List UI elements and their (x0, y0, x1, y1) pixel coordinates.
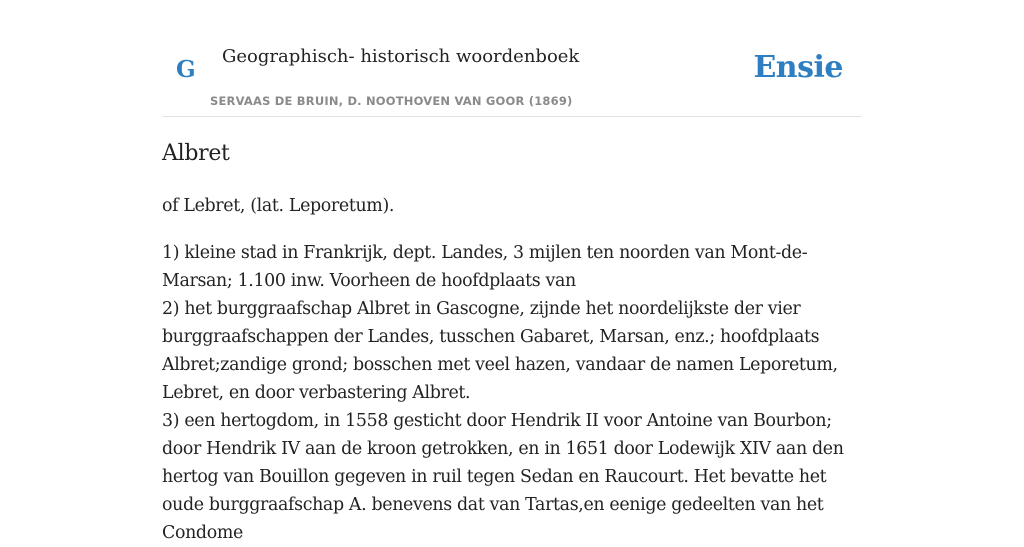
entry-body (162, 239, 862, 547)
ensie-logo[interactable]: Ensie (753, 50, 843, 85)
entry-paragraph: 1) kleine stad in Frankrijk, dept. Landes, 3 mijlen ten noorden van Mont-de-Marsan; 1.100 inw. Voorheen de hoofdplaats van (162, 243, 808, 291)
entry-intro: of Lebret, (lat. Leporetum). (162, 196, 395, 216)
entry-title: Albret (162, 141, 230, 166)
book-initial-icon: G (176, 56, 196, 83)
entry-paragraph: 3) een hertogdom, in 1558 gesticht door Hendrik II voor Antoine van Bourbon; door Hendrik IV aan de kroon getrokken, en in 1651 door Lodewijk XIV aan den hertog van Bouillon gegeven in ruil tegen Sedan en Raucourt. Het bevatte het oude burggraafschap A. benevens dat van Tartas,en eenige gedeelten van het Condome (162, 411, 844, 543)
book-title-link[interactable]: Geographisch- historisch woordenboek (222, 46, 580, 67)
header (162, 0, 862, 117)
book-author: SERVAAS DE BRUIN, D. NOOTHOVEN VAN GOOR (1869) (210, 94, 573, 108)
entry-content (162, 138, 862, 547)
page (162, 0, 862, 543)
entry-paragraph: 2) het burggraafschap Albret in Gascogne, zijnde het noordelijkste der vier burggraafschappen der Landes, tusschen Gabaret, Marsan, enz.; hoofdplaats Albret;zandige grond; bosschen met veel hazen, vandaar de namen Leporetum, Lebret, en door verbastering Albret. (162, 299, 838, 403)
